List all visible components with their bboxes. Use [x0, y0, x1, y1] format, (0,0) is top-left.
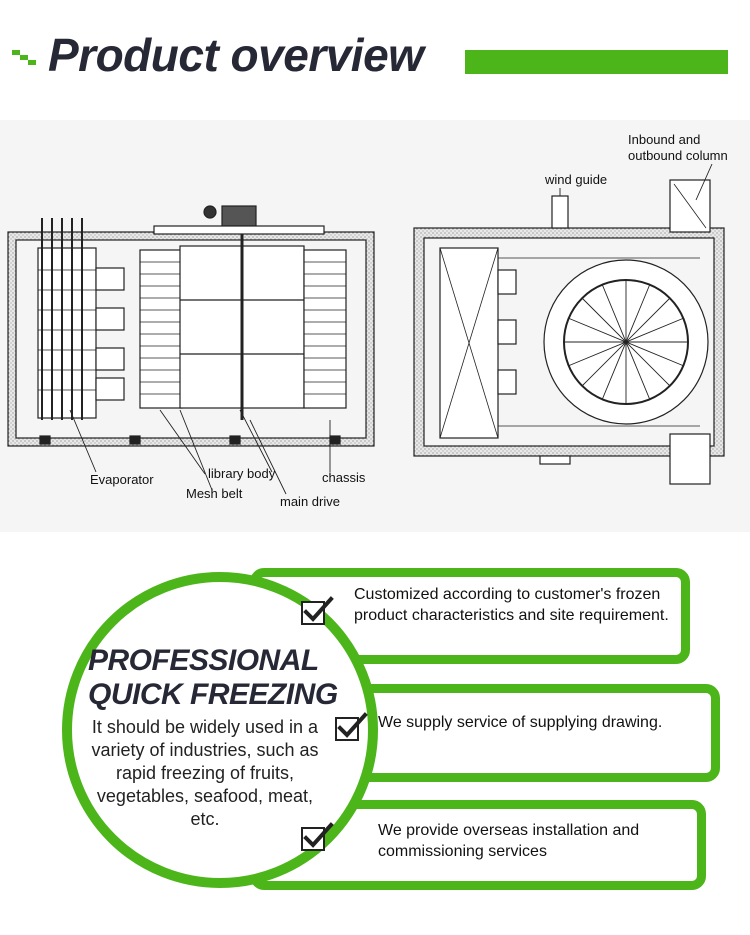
circle-title-line1: PROFESSIONAL: [88, 644, 319, 677]
feature-text-drawing: We supply service of supplying drawing.: [378, 714, 663, 731]
top-view: [414, 164, 724, 484]
label-mesh-belt: Mesh belt: [186, 486, 243, 501]
label-library-body: library body: [208, 466, 276, 481]
label-wind-guide: wind guide: [545, 172, 608, 187]
feature-text-customized: Customized according to customer's frozen product characteristics and site requirement.: [354, 586, 669, 624]
label-chassis: chassis: [322, 470, 366, 485]
header: [0, 0, 750, 118]
label-evaporator: Evaporator: [90, 472, 154, 487]
checkmark-icon: [300, 596, 334, 626]
label-inbound-column: Inbound and outbound column: [628, 132, 728, 163]
feature-text-installation: We provide overseas installation and commissioning services: [378, 822, 640, 860]
side-view: [8, 206, 374, 494]
title-accent-bar: [465, 50, 728, 74]
checkmark-icon: [334, 712, 368, 742]
circle-description: It should be widely used in a variety of industries, such as rapid freezing of fruits, vegetables, seafood, meat, etc.: [91, 717, 319, 829]
label-main-drive: main drive: [280, 494, 340, 509]
page-title: Product overview: [48, 29, 424, 81]
green-steps-icon: [12, 46, 38, 68]
circle-title-line2: QUICK FREEZING: [88, 678, 338, 711]
checkmark-icon: [300, 822, 334, 852]
freezer-drawing: [0, 120, 750, 532]
features-section: [0, 532, 750, 935]
freezer-diagram: [0, 120, 750, 532]
